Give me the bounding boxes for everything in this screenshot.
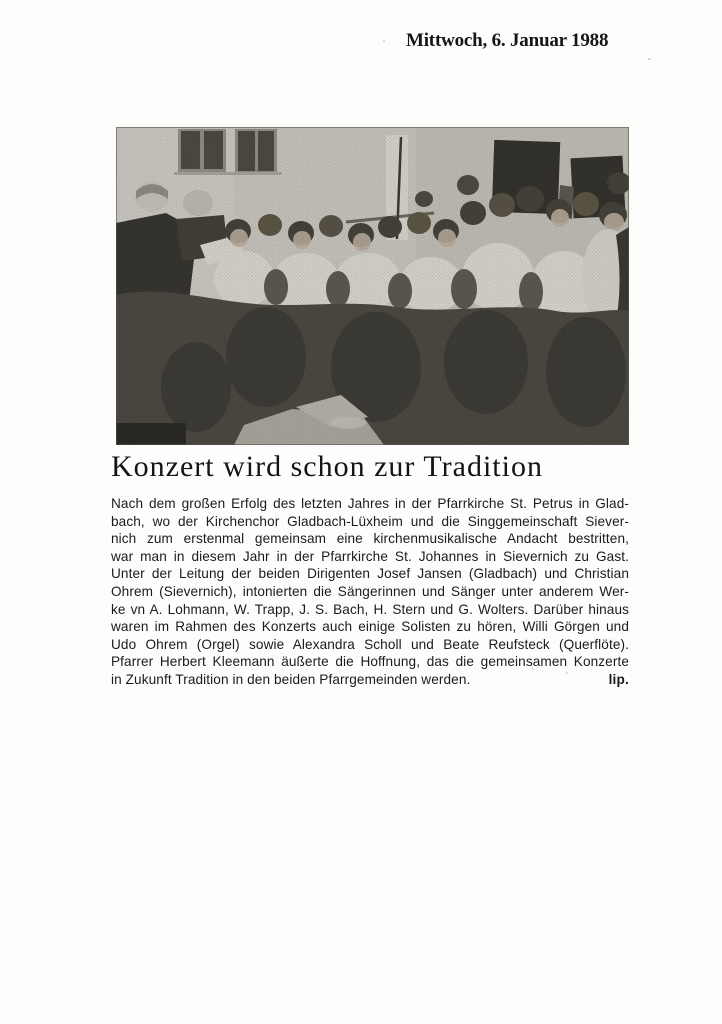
article-line: ke vn A. Lohmann, W. Trapp, J. S. Bach, H. Stern und G. Wolters. Darüber hinaus	[111, 601, 629, 617]
article-line: waren im Rahmen des Konzerts auch einige Solisten zu hören, Willi Görgen und	[111, 619, 629, 635]
scan-speck	[532, 668, 534, 670]
article-line: war man in diesem Jahr in der Pfarrkirche St. Johannes in Sievernich zu Gast.	[111, 548, 629, 564]
article-line: Udo Ohrem (Orgel) sowie Alexandra Scholl und Beate Reufsteck (Querflöte).	[111, 636, 629, 652]
article-line: nich zum erstenmal gemeinsam eine kirchenmusikalische Andacht bestritten,	[111, 531, 629, 547]
article-last-line	[111, 671, 629, 689]
article-line: Nach dem großen Erfolg des letzten Jahres in der Pfarrkirche St. Petrus in Glad-	[111, 496, 629, 511]
article-photo	[116, 127, 629, 445]
article-line: Unter der Leitung der beiden Dirigenten Josef Jansen (Gladbach) und Christian	[111, 566, 629, 582]
date-line: Mittwoch, 6. Januar 1988	[406, 30, 609, 51]
scan-speck	[566, 672, 568, 674]
article-body	[111, 495, 629, 689]
last-line-text: in Zukunft Tradition in den beiden Pfarrgemeinden werden.	[111, 671, 471, 687]
scan-speck	[383, 40, 385, 42]
article-paragraph	[111, 495, 629, 671]
article-line: bach, wo der Kirchenchor Gladbach-Lüxheim und die Singgemeinschaft Siever-	[111, 513, 629, 529]
scan-speck	[648, 58, 651, 60]
byline: lip.	[608, 671, 629, 687]
article-line: Ohrem (Sievernich), intonierten die Sängerinnen und Sänger unter anderem Wer-	[111, 583, 629, 599]
article-line: Pfarrer Herbert Kleemann äußerte die Hoffnung, das die gemeinsamen Konzerte	[111, 654, 629, 670]
article-headline: Konzert wird schon zur Tradition	[111, 450, 543, 483]
choir-photo-illustration	[116, 127, 629, 445]
